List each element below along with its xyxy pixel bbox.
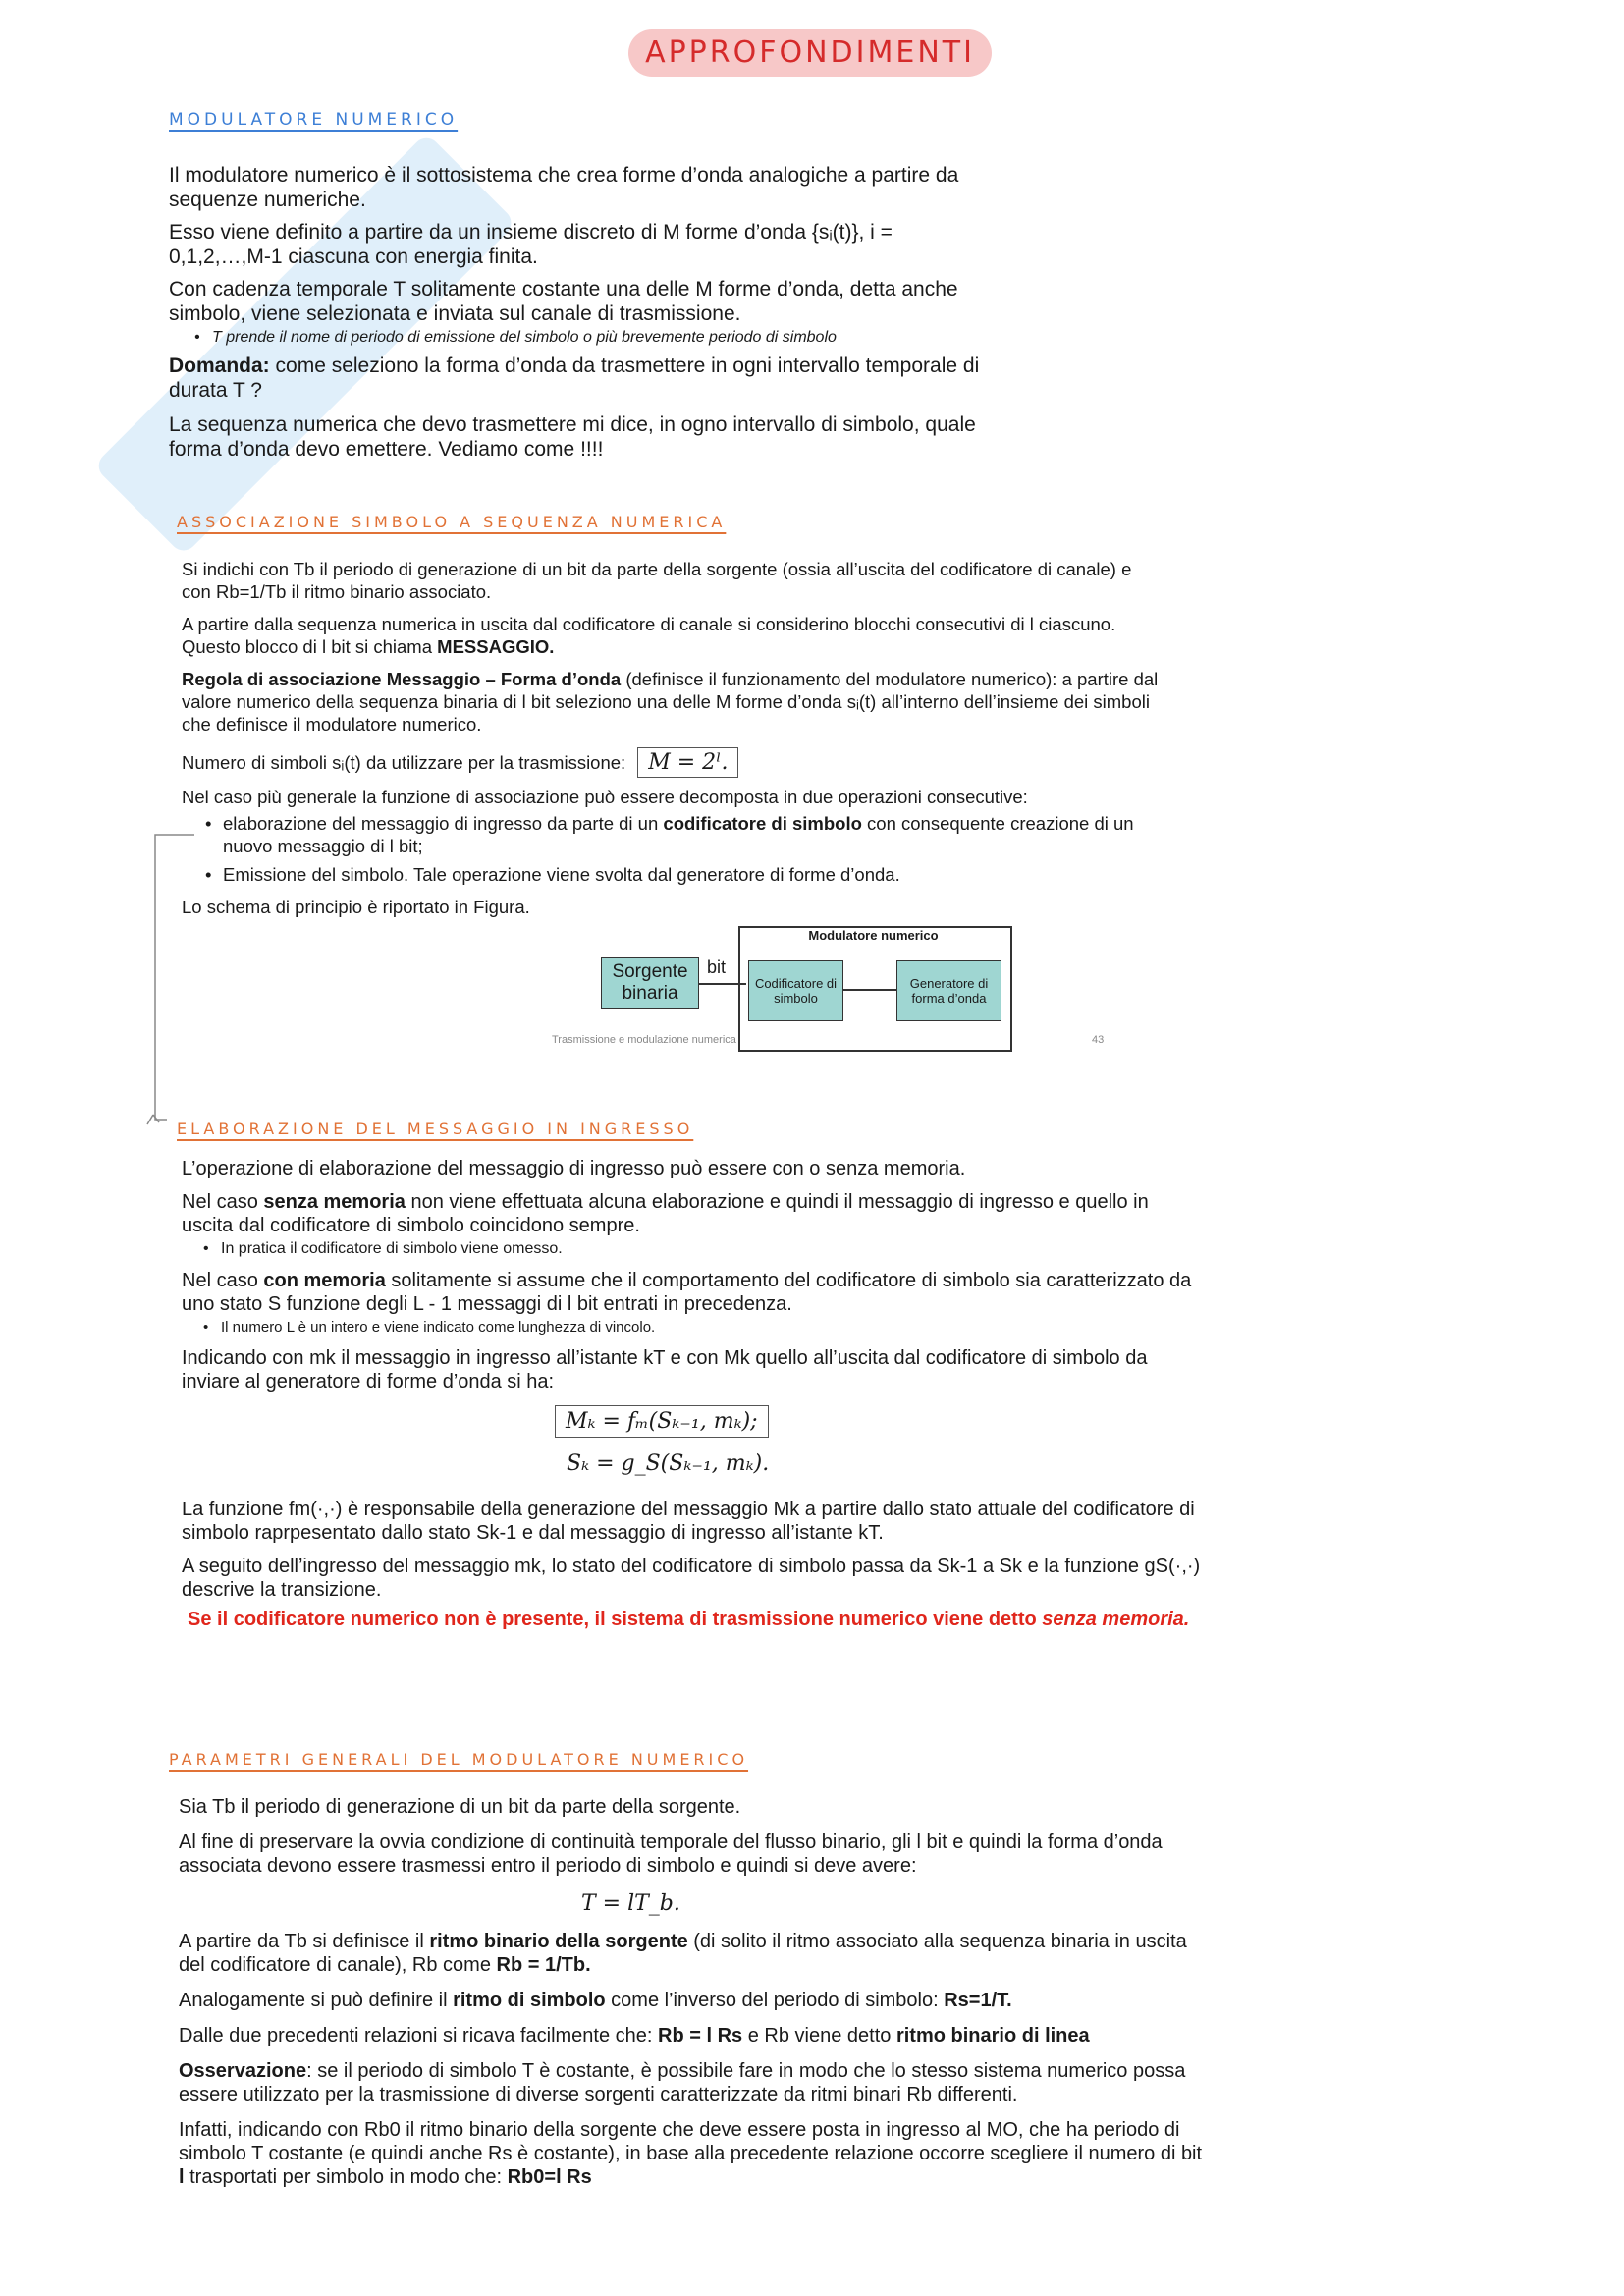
paragraph: L’operazione di elaborazione del messaggio di ingresso può essere con o senza memoria. — [182, 1158, 966, 1179]
text: come l’inverso del periodo di simbolo: — [605, 1990, 945, 2011]
paragraph: Nel caso più generale la funzione di associazione può essere decomposta in due operazioni consecutive: — [182, 787, 1028, 807]
text: e Rb viene detto — [742, 2025, 896, 2047]
bullet-item: • Emissione del simbolo. Tale operazione viene svolta dal generatore di forme d’onda. — [199, 863, 1164, 886]
text: Infatti, indicando con Rb0 il ritmo binario della sorgente che deve essere posta in ingresso al MO, che ha periodo di simbolo T costante (e quindi anche Rs è costante), in base alla precedente relazione occorre scegliere il numero di bit — [179, 2119, 1203, 2164]
paragraph: Numero di simboli sᵢ(t) da utilizzare per la trasmissione: — [182, 752, 626, 773]
bullet-item: • Il numero L è un intero e viene indicato come lunghezza di vincolo. — [197, 1318, 1203, 1337]
red-note-term: senza memoria. — [1042, 1609, 1190, 1630]
section-associazione — [182, 558, 1164, 918]
formula-t: T = lT_b. — [581, 1891, 680, 1916]
bullet-item: • In pratica il codificatore di simbolo viene omesso. — [197, 1239, 1203, 1259]
text: A partire da Tb si definisce il — [179, 1931, 430, 1952]
term: Rb = 1/Tb. — [496, 1954, 591, 1976]
red-note: Se il codificatore numerico non è presente, il sistema di trasmissione numerico viene detto — [188, 1609, 1043, 1630]
bullet-text: elaborazione del messaggio di ingresso da parte di un — [223, 813, 664, 834]
messaggio-term: MESSAGGIO. — [437, 636, 555, 657]
paragraph: La sequenza numerica che devo trasmettere mi dice, in ogno intervallo di simbolo, quale forma d’onda devo emettere. Vediamo come !!!! — [169, 413, 976, 461]
paragraph: Indicando con mk il messaggio in ingresso all’istante kT e con Mk quello all’uscita dal codificatore di simbolo da inviare al generatore di forme d’onda si ha: — [182, 1347, 1148, 1393]
bullet-item: • T prende il nome di periodo di emissione del simbolo o più brevemente periodo di simbolo — [189, 328, 984, 348]
page-title: APPROFONDIMENTI — [628, 29, 992, 77]
term: Rs=1/T. — [944, 1990, 1012, 2011]
bullet-term: codificatore di simbolo — [663, 813, 862, 834]
text: solitamente si assume che il comportamento del codificatore di simbolo sia caratterizzato da uno stato S funzione degli L - 1 messaggi di l bit entrati in precedenza. — [182, 1270, 1192, 1315]
source-block: Sorgente binaria — [601, 957, 699, 1009]
bullet-text: con consequente creazione di un nuovo messaggio di l bit; — [223, 813, 1134, 856]
term: Rb0=l Rs — [507, 2166, 592, 2188]
text: Nel caso — [182, 1270, 264, 1291]
text: non viene effettuata alcuna elaborazione e quindi il messaggio di ingresso e quello in uscita dal codificatore di simbolo coincidono sempre. — [182, 1191, 1149, 1236]
rule-text: (definisce il funzionamento del modulatore numerico): a partire dal valore numerico della sequenza binaria di l bit seleziono una delle M forme d’onda sᵢ(t) all’interno dell’insieme dei simboli che definisce il modulatore numerico. — [182, 669, 1159, 735]
section-elaborazione — [182, 1157, 1203, 1631]
text: Nel caso — [182, 1191, 264, 1213]
paragraph: A partire dalla sequenza numerica in uscita dal codificatore di canale si considerino blocchi consecutivi di l ciascuno. Questo blocco di l bit si chiama — [182, 614, 1116, 657]
term: senza memoria — [263, 1191, 406, 1213]
paragraph: Sia Tb il periodo di generazione di un bit da parte della sorgente. — [179, 1796, 741, 1818]
block-diagram — [552, 918, 1159, 1051]
term: ritmo binario della sorgente — [429, 1931, 688, 1952]
paragraph: Esso viene definito a partire da un insieme discreto di M forme d’onda {sᵢ(t)}, i = 0,1,2,…,M-1 ciascuna con energia finita. — [169, 221, 893, 268]
paragraph: La funzione fm(·,·) è responsabile della generazione del messaggio Mk a partire dallo stato attuale del codificatore di simbolo raprpesentato dallo stato Sk-1 e dal messaggio di ingresso all’istante kT. — [182, 1499, 1195, 1544]
paragraph: Al fine di preservare la ovvia condizione di continuità temporale del flusso binario, gli l bit e quindi la forma d’onda associata devono essere trasmessi entro il periodo di simbolo e quindi si deve avere: — [179, 1831, 1163, 1877]
text: trasportati per simbolo in modo che: — [184, 2166, 508, 2188]
paragraph: Lo schema di principio è riportato in Figura. — [182, 897, 530, 917]
text: Analogamente si può definire il — [179, 1990, 454, 2011]
paragraph: Il modulatore numerico è il sottosistema che crea forme d’onda analogiche a partire da sequenze numeriche. — [169, 164, 959, 211]
term: ritmo di simbolo — [453, 1990, 606, 2011]
heading-associazione: ASSOCIAZIONE SIMBOLO A SEQUENZA NUMERICA — [177, 513, 727, 531]
paragraph: Si indichi con Tb il periodo di generazione di un bit da parte della sorgente (ossia all’uscita del codificatore di canale) e con Rb=1/Tb il ritmo binario associato. — [182, 559, 1132, 602]
section-parametri — [179, 1795, 1210, 2189]
text: : se il periodo di simbolo T è costante, è possibile fare in modo che lo stesso sistema numerico possa essere utilizzato per la trasmissione di diverse sorgenti caratterizzate da ritmi binari Rb differenti. — [179, 2060, 1186, 2105]
bracket-arrow — [145, 830, 204, 1134]
heading-modulatore: MODULATORE NUMERICO — [169, 110, 459, 130]
formula-m: M = 2ˡ. — [637, 747, 738, 778]
arrow-line — [842, 989, 896, 991]
waveform-generator-block: Generatore di forma d’onda — [896, 960, 1001, 1021]
question-text: come seleziono la forma d’onda da trasmettere in ogni intervallo temporale di durata T ? — [169, 355, 980, 402]
slide-page-number: 43 — [1092, 1034, 1105, 1046]
bit-label: bit — [707, 957, 727, 977]
term: con memoria — [263, 1270, 386, 1291]
text: (di solito il ritmo associato alla sequenza binaria in uscita del codificatore di canale), Rb come — [179, 1931, 1187, 1976]
rule-label: Regola di associazione Messaggio – Forma d’onda — [182, 669, 622, 689]
heading-elaborazione: ELABORAZIONE DEL MESSAGGIO IN INGRESSO — [177, 1120, 694, 1138]
term: ritmo binario di linea — [895, 2025, 1090, 2047]
term: Osservazione — [179, 2060, 307, 2082]
formula-sk: Sₖ = g_S(Sₖ₋₁, mₖ). — [567, 1451, 770, 1476]
text: Dalle due precedenti relazioni si ricava facilmente che: — [179, 2025, 659, 2047]
slide-caption: Trasmissione e modulazione numerica — [552, 1034, 736, 1046]
symbol-coder-block: Codificatore di simbolo — [748, 960, 843, 1021]
heading-parametri: PARAMETRI GENERALI DEL MODULATORE NUMERICO — [169, 1750, 749, 1769]
modulator-title: Modulatore numerico — [808, 928, 939, 943]
term: l — [179, 2166, 185, 2188]
formula-mk: Mₖ = fₘ(Sₖ₋₁, mₖ); — [555, 1405, 769, 1438]
paragraph: A seguito dell’ingresso del messaggio mk, lo stato del codificatore di simbolo passa da Sk-1 a Sk e la funzione gS(·,·) descrive la transizione. — [182, 1556, 1201, 1601]
section-modulatore — [169, 163, 984, 462]
paragraph: Con cadenza temporale T solitamente costante una delle M forme d’onda, detta anche simbolo, viene selezionata e inviata sul canale di trasmissione. — [169, 278, 958, 325]
term: Rb = l Rs — [658, 2025, 743, 2047]
question-label: Domanda: — [169, 355, 270, 377]
